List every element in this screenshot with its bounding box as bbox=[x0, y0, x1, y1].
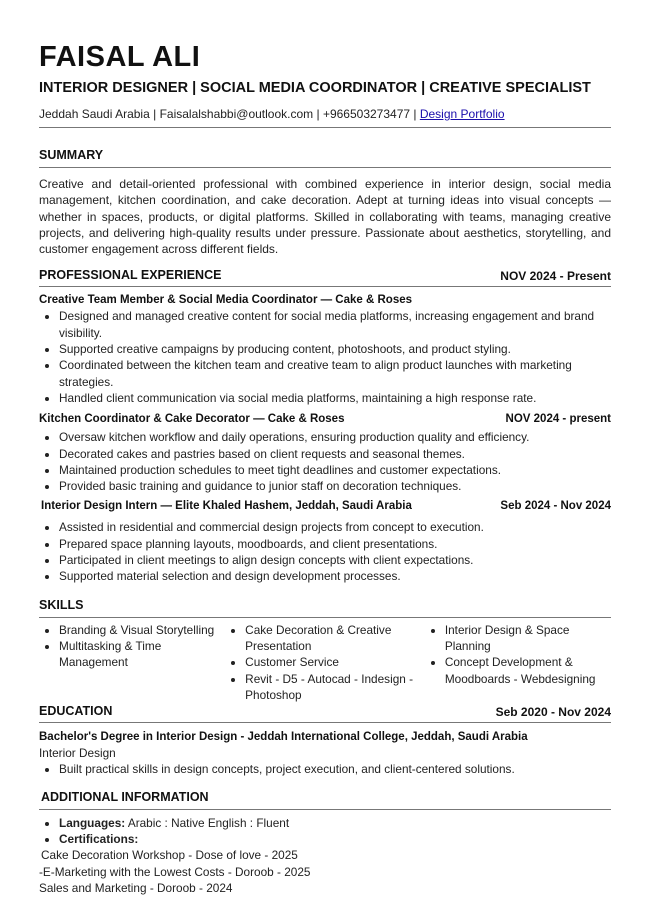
contact-separator: | bbox=[313, 107, 323, 121]
list-item: • Interior Design & Space Planning bbox=[445, 622, 611, 655]
certification-line: -E-Marketing with the Lowest Costs - Doroob - 2025 bbox=[39, 864, 311, 879]
job-bullets bbox=[39, 308, 611, 406]
skills-title: SKILLS bbox=[39, 597, 84, 612]
certification-line: Sales and Marketing - Doroob - 2024 bbox=[39, 880, 233, 895]
education-heading bbox=[39, 703, 611, 723]
list-item: • Concept Development & Moodboards - Webdesigning bbox=[445, 654, 611, 687]
summary-text: Creative and detail-oriented professional with combined experience in interior design, social media management, kitchen coordination, and cake decoration. Adept at turning ideas into visual concepts — whether in spaces, products, or digital platforms. Skilled in collaborating with teams, managing creative projects, and delivering high-quality results under pressure. Passionate about aesthetics, storytelling, and customer engagement across different fields. bbox=[39, 177, 611, 257]
candidate-subtitle: INTERIOR DESIGNER | SOCIAL MEDIA COORDINATOR | CREATIVE SPECIALIST bbox=[39, 80, 591, 96]
job-title: Kitchen Coordinator & Cake Decorator — Cake & Roses bbox=[39, 413, 345, 426]
certification-line: Cake Decoration Workshop - Dose of love - 2025 bbox=[41, 848, 298, 863]
job-header bbox=[39, 498, 611, 514]
skills-columns bbox=[39, 622, 611, 703]
contact-phone: +966503273477 bbox=[322, 107, 411, 121]
list-item: • Supported material selection and design development processes. bbox=[59, 568, 611, 584]
contact-email: Faisalalshabbi@outlook.com bbox=[159, 107, 314, 121]
list-item: • Multitasking & Time Management bbox=[59, 638, 225, 671]
list-item: • Maintained production schedules to meet tight deadlines and customer expectations. bbox=[59, 462, 611, 478]
education-date: Seb 2020 - Nov 2024 bbox=[495, 705, 611, 720]
languages-value: Arabic : Native English : Fluent bbox=[125, 815, 290, 830]
experience-heading bbox=[39, 267, 611, 287]
list-item: • Branding & Visual Storytelling bbox=[59, 622, 225, 638]
skills-column bbox=[39, 622, 225, 703]
portfolio-link[interactable]: Design Portfolio bbox=[419, 107, 505, 121]
additional-title: ADDITIONAL INFORMATION bbox=[41, 789, 209, 804]
list-item: • Designed and managed creative content for social media platforms, increasing engagement and brand visibility. bbox=[59, 308, 611, 341]
job-bullets bbox=[39, 519, 611, 584]
job-bullets bbox=[39, 429, 611, 494]
list-item: • Built practical skills in design concepts, project execution, and client-centered solutions. bbox=[59, 761, 611, 777]
certifications-label: Certifications: bbox=[59, 832, 139, 847]
list-item: • Customer Service bbox=[245, 654, 425, 670]
list-item bbox=[59, 831, 611, 847]
list-item: • Assisted in residential and commercial design projects from concept to execution. bbox=[59, 519, 611, 535]
list-item: • Prepared space planning layouts, moodboards, and client presentations. bbox=[59, 536, 611, 552]
degree-title: Bachelor's Degree in Interior Design - Jeddah International College, Jeddah, Saudi Arabia bbox=[39, 731, 528, 744]
education-major: Interior Design bbox=[39, 746, 116, 761]
contact-separator: | bbox=[149, 107, 160, 121]
experience-date: NOV 2024 - Present bbox=[500, 269, 611, 284]
list-item: • Coordinated between the kitchen team and creative team to align product launches with marketing strategies. bbox=[59, 357, 611, 390]
list-item: • Revit - D5 - Autocad - Indesign - Photoshop bbox=[245, 671, 425, 704]
list-item bbox=[59, 815, 611, 831]
contact-separator: | bbox=[410, 107, 420, 121]
job-header bbox=[39, 292, 611, 308]
job-date: Seb 2024 - Nov 2024 bbox=[500, 500, 611, 513]
contact-line bbox=[39, 106, 611, 122]
contact-location: Jeddah Saudi Arabia bbox=[39, 107, 150, 121]
education-title: EDUCATION bbox=[39, 704, 113, 719]
additional-heading bbox=[39, 788, 611, 810]
list-item: • Cake Decoration & Creative Presentation bbox=[245, 622, 425, 655]
candidate-name: FAISAL ALI bbox=[39, 41, 201, 73]
job-entry bbox=[39, 292, 611, 406]
list-item: • Supported creative campaigns by producing content, photoshoots, and product styling. bbox=[59, 341, 611, 357]
list-item: • Participated in client meetings to align design concepts with client expectations. bbox=[59, 552, 611, 568]
job-title: Creative Team Member & Social Media Coordinator — Cake & Roses bbox=[39, 294, 413, 307]
experience-title: PROFESSIONAL EXPERIENCE bbox=[39, 268, 222, 283]
list-item: • Oversaw kitchen workflow and daily operations, ensuring production quality and efficiency. bbox=[59, 429, 611, 445]
skills-column bbox=[425, 622, 611, 703]
education-bullets bbox=[39, 761, 611, 777]
job-title: Interior Design Intern — Elite Khaled Hashem, Jeddah, Saudi Arabia bbox=[41, 500, 412, 513]
list-item: • Provided basic training and guidance to junior staff on decoration techniques. bbox=[59, 478, 611, 494]
header-divider bbox=[39, 127, 611, 128]
job-entry bbox=[39, 411, 611, 494]
education-degree bbox=[39, 729, 611, 745]
skills-column bbox=[225, 622, 425, 703]
job-entry bbox=[39, 498, 611, 584]
skills-heading bbox=[39, 596, 611, 618]
summary-heading bbox=[39, 146, 611, 168]
job-header bbox=[39, 411, 611, 427]
languages-label: Languages: bbox=[59, 815, 126, 830]
summary-title: SUMMARY bbox=[39, 148, 104, 162]
job-date: NOV 2024 - present bbox=[505, 413, 611, 426]
list-item: • Decorated cakes and pastries based on client requests and seasonal themes. bbox=[59, 446, 611, 462]
list-item: • Handled client communication via social media platforms, maintaining a high response rate. bbox=[59, 390, 611, 406]
additional-list bbox=[39, 815, 611, 848]
